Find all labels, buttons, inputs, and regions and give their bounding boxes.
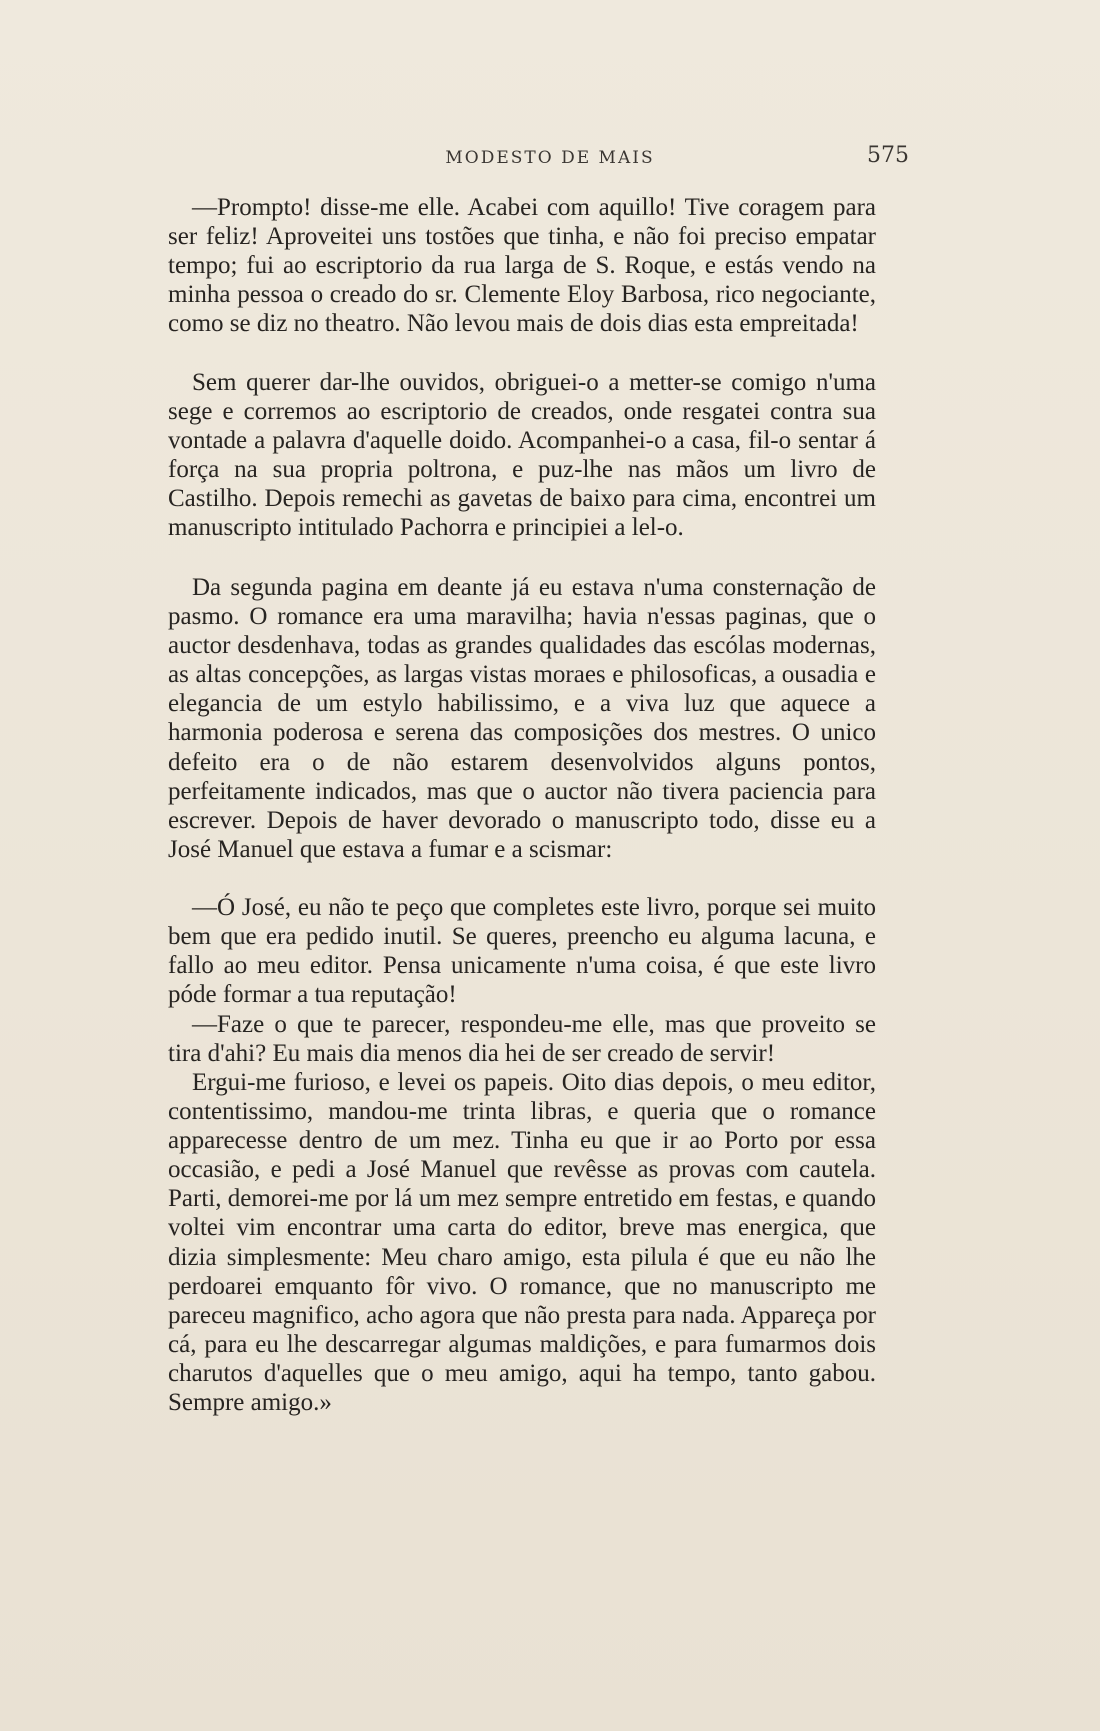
paragraph-3: Da segunda pagina em deante já eu estava n'uma consternação de pasmo. O romance era uma maravilha; havia n'essas paginas, que o auctor desdenhava, todas as grandes qualidades das escólas modernas, as altas concepções, as largas vistas moraes e philosoficas, a ousadia e elegancia de um estylo habilissimo, e a viva luz que aquece a harmonia poderosa e serena das composições dos mestres. O unico defeito era o de não estarem desenvolvidos alguns pontos, perfeitamente indicados, mas que o auctor não tivera paciencia para escrever. Depois de haver devorado o manuscripto todo, disse eu a José Manuel que estava a fumar e a scismar:: [168, 574, 876, 863]
paragraph-6: Ergui-me furioso, e levei os papeis. Oito dias depois, o meu editor, contentissimo, mandou-me trinta libras, e queria que o romance apparecesse dentro de um mez. Tinha eu que ir ao Porto por essa occasião, e pedi a José Manuel que revêsse as provas com cautela. Parti, demorei-me por lá um mez sempre entretido em festas, e quando voltei vim encontrar uma carta do editor, breve mas energica, que dizia simplesmente: Meu charo amigo, esta pilula é que eu não lhe perdoarei emquanto fôr vivo. O romance, que no manuscripto me pareceu magnifico, acho agora que não presta para nada. Appareça por cá, para eu lhe descarregar algumas maldições, e para fumarmos dois charutos d'aquelles que o meu amigo, aqui ha tempo, tanto gabou. Sempre amigo.»: [168, 1069, 876, 1417]
paragraph-2: Sem querer dar-lhe ouvidos, obriguei-o a metter-se comigo n'uma sege e corremos ao escriptorio de creados, onde resgatei contra sua vontade a palavra d'aquelle doido. Acompanhei-o a casa, fil-o sentar á força na sua propria poltrona, e puz-lhe nas mãos um livro de Castilho. Depois remechi as gavetas de baixo para cima, encontrei um manuscripto intitulado Pachorra e principiei a lel-o.: [168, 369, 876, 542]
paragraph-4: —Ó José, eu não te peço que completes este livro, porque sei muito bem que era pedido inutil. Se queres, preencho eu alguma lacuna, e fallo ao meu editor. Pensa unicamente n'uma coisa, é que este livro póde formar a tua reputação!: [168, 894, 876, 1009]
paragraph-1: —Prompto! disse-me elle. Acabei com aquillo! Tive coragem para ser feliz! Aproveitei uns tostões que tinha, e não foi preciso empatar tempo; fui ao escriptorio da rua larga de S. Roque, e estás vendo na minha pessoa o creado do sr. Clemente Eloy Barbosa, rico negociante, como se diz no theatro. Não levou mais de dois dias esta empreitada!: [168, 194, 876, 338]
paragraph-5: —Faze o que te parecer, respondeu-me elle, mas que proveito se tira d'ahi? Eu mais dia menos dia hei de ser creado de servir!: [168, 1011, 876, 1068]
page-number: 575: [867, 143, 909, 168]
running-header: MODESTO DE MAIS: [445, 148, 655, 168]
